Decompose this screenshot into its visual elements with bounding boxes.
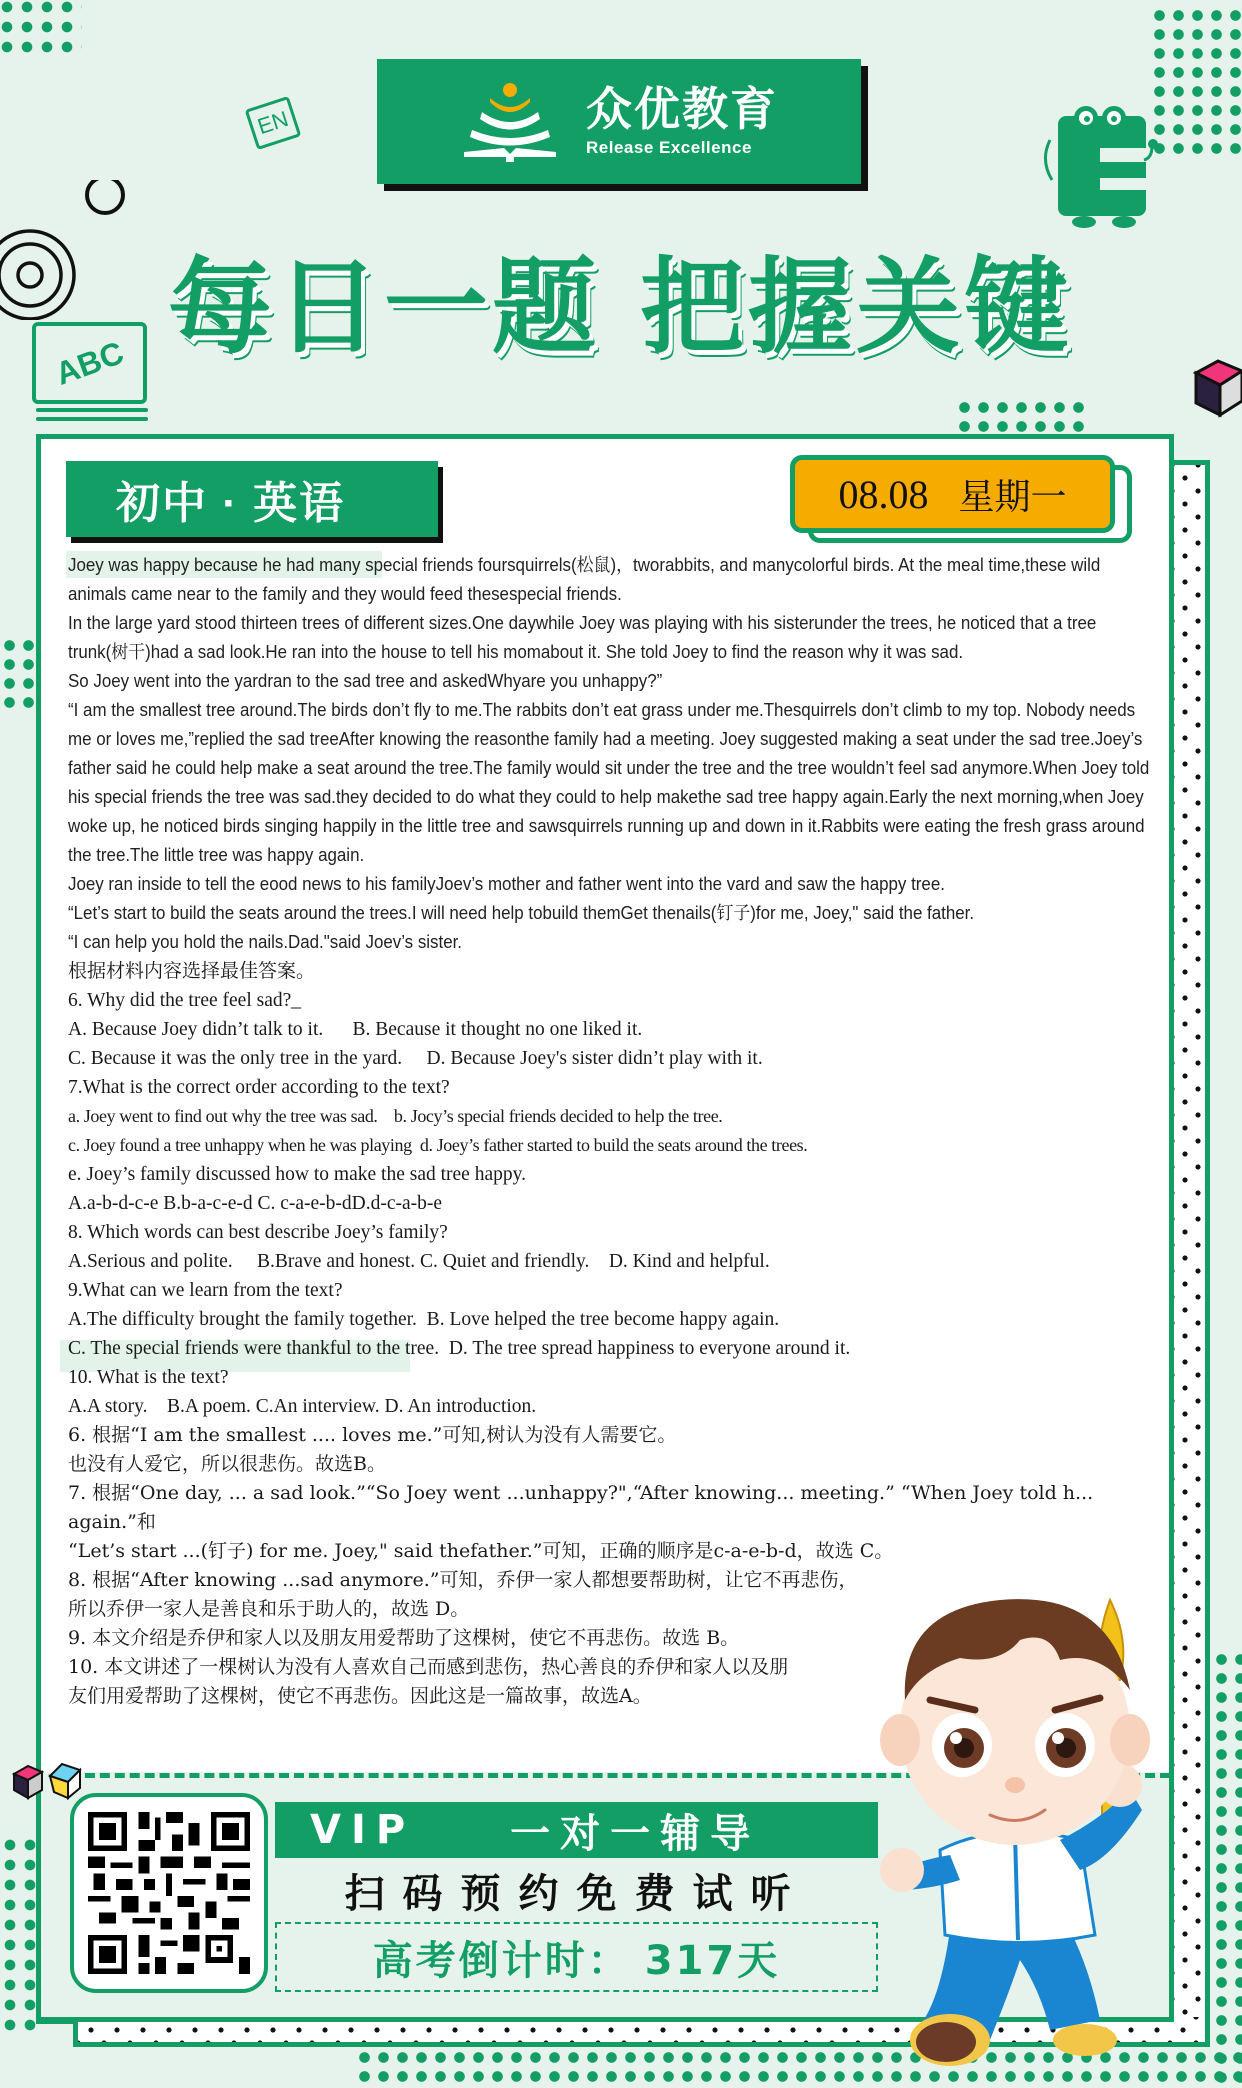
brand-name-cn: 众优教育 bbox=[586, 82, 778, 135]
passage-paragraph: “I can help you hold the nails.Dad."said Joev’s sister. bbox=[68, 932, 463, 952]
question-event: c. Joey found a tree unhappy when he was playing d. Joey’s father started to build the seats around the trees. bbox=[68, 1135, 808, 1155]
vip-tutoring-label: 一对一辅导 bbox=[510, 1810, 761, 1857]
dot-pattern-top-left bbox=[0, 0, 82, 56]
student-mascot-illustration bbox=[880, 1570, 1190, 2080]
date-weekday: 星期一 bbox=[958, 476, 1067, 518]
question-options: A.a-b-d-c-e B.b-a-c-e-d C. c-a-e-b-dD.d-c-a-b-e bbox=[68, 1193, 443, 1214]
abc-label: ABC bbox=[50, 333, 129, 392]
instruction: 根据材料内容选择最佳答案。 bbox=[68, 960, 316, 982]
dot-pattern-left-mid bbox=[0, 636, 34, 712]
dot-pattern-top-right bbox=[1150, 6, 1242, 156]
countdown-label: 高考倒计时： bbox=[372, 1937, 631, 1984]
brand-logo bbox=[377, 59, 861, 184]
subject-badge: 初中 · 英语 bbox=[66, 461, 438, 537]
brand-tree-icon bbox=[460, 82, 560, 162]
question-stem: 6. Why did the tree feel sad?_ bbox=[68, 990, 302, 1011]
en-badge-icon bbox=[245, 96, 302, 150]
passage-paragraph: In the large yard stood thirteen trees of different sizes.One daywhile Joey was playing with his sisterunder the trees, he noticed that a tree trunk(树干)had a sad look.He ran into the house to tell his momabout it. She told Joey to find the reason why it was sad. bbox=[68, 613, 1097, 662]
letter-e-mascot-icon bbox=[1040, 100, 1160, 240]
answer-line: 9. 本文介绍是乔伊和家人以及朋友用爱帮助了这棵树，使它不再悲伤。故选 B。 bbox=[68, 1627, 740, 1649]
qr-code[interactable] bbox=[70, 1793, 268, 1993]
dot-pattern-mid-right bbox=[955, 398, 1085, 434]
dot-pattern-left-bottom bbox=[0, 1835, 36, 2035]
vip-label: VIP bbox=[310, 1807, 416, 1853]
cube-icon bbox=[1190, 355, 1242, 419]
exam-countdown bbox=[275, 1922, 878, 1992]
question-options: A.A story. B.A poem. C.An interview. D. An introduction. bbox=[68, 1396, 537, 1417]
question-options: A.The difficulty brought the family together. B. Love helped the tree become happy again. bbox=[68, 1309, 780, 1330]
answer-line: 也没有人爱它，所以很悲伤。故选B。 bbox=[68, 1453, 386, 1475]
answer-line: 所以乔伊一家人是善良和乐于助人的，故选 D。 bbox=[68, 1598, 470, 1620]
answer-line: “Let’s start ...(钉子) for me. Joey," said thefather.”可知，正确的顺序是c-a-e-b-d，故选 C。 bbox=[68, 1540, 894, 1562]
question-options: C. Because it was the only tree in the yard. D. Because Joey's sister didn’t play with it. bbox=[68, 1048, 763, 1069]
question-content bbox=[68, 551, 1163, 1711]
en-badge-label: EN bbox=[254, 105, 292, 140]
reading-passage bbox=[68, 551, 1163, 957]
dot-pattern-right-bottom bbox=[1212, 1650, 1242, 2088]
passage-paragraph: Joey ran inside to tell the eood news to his familyJoev’s mother and father went into the vard and saw the happy tree. bbox=[68, 874, 945, 894]
question-stem: 10. What is the text? bbox=[68, 1367, 229, 1388]
vip-tutoring-banner[interactable] bbox=[275, 1802, 878, 1858]
answer-line: 友们用爱帮助了这棵树，使它不再悲伤。因此这是一篇故事，故选A。 bbox=[68, 1685, 652, 1707]
answer-line: 6. 根据“I am the smallest .... loves me.”可知,树认为没有人需要它。 bbox=[68, 1424, 677, 1446]
question-10 bbox=[68, 1363, 1163, 1421]
answer-line: 8. 根据“After knowing ...sad anymore.”可知，乔伊一家人都想要帮助树，让它不再悲伤， bbox=[68, 1569, 858, 1591]
qr-code-icon bbox=[88, 1811, 250, 1975]
abc-book-icon bbox=[32, 322, 150, 426]
question-stem: 8. Which words can best describe Joey’s family? bbox=[68, 1222, 448, 1243]
question-stem: 7.What is the correct order according to the text? bbox=[68, 1077, 450, 1098]
page-headline: 每日一题 把握关键 bbox=[167, 246, 1073, 368]
countdown-value: 317天 bbox=[644, 1937, 781, 1984]
concentric-circles-icon bbox=[0, 180, 130, 320]
date-badge bbox=[790, 455, 1115, 533]
passage-paragraph: “Let’s start to build the seats around the trees.I will need help tobuild themGet thenails(钉子)for me, Joey," said the father. bbox=[68, 903, 975, 923]
small-cubes-icon bbox=[10, 1762, 85, 1802]
question-stem: 9.What can we learn from the text? bbox=[68, 1280, 343, 1301]
brand-name-en: Release Excellence bbox=[586, 137, 752, 157]
passage-paragraph: So Joey went into the yardran to the sad tree and askedWhyare you unhappy?” bbox=[68, 671, 663, 691]
question-options: C. The special friends were thankful to the tree. D. The tree spread happiness to everyone around it. bbox=[68, 1338, 851, 1359]
question-event: e. Joey’s family discussed how to make the sad tree happy. bbox=[68, 1164, 526, 1185]
passage-paragraph: Joey was happy because he had many special friends foursquirrels(松鼠)，tworabbits, and manycolorful birds. At the meal time,these wild animals came near to the family and they would feed thesespecial friends. bbox=[68, 555, 1101, 604]
passage-paragraph: “I am the smallest tree around.The birds don’t fly to me.The rabbits don’t eat grass under me.Thesquirrels don’t climb to my top. Nobody needs me or loves me,”replied the sad treeAfter knowing the reasonthe family had a meeting. Joey suggested making a seat under the sad tree.Joey’s father said he could help make a seat around the tree.The family would sit under the tree and the tree wouldn’t feel sad anymore.When Joey told his special friends the tree was sad.they decided to do what they could to help makethe sad tree happy again.Early the next morning,when Joey woke up, he noticed birds singing happily in the little tree and sawsquirrels running up and down in it.Rabbits were eating the fresh grass around the tree.The little tree was happy again. bbox=[68, 700, 1150, 865]
scan-to-book-text: 扫码预约免费试听 bbox=[344, 1870, 809, 1917]
question-options: A. Because Joey didn’t talk to it. B. Because it thought no one liked it. bbox=[68, 1019, 643, 1040]
question-9 bbox=[68, 1276, 1163, 1363]
question-8 bbox=[68, 1218, 1163, 1276]
question-7 bbox=[68, 1073, 1163, 1218]
question-options: A.Serious and polite. B.Brave and honest. C. Quiet and friendly. D. Kind and helpful. bbox=[68, 1251, 770, 1272]
answer-line: 7. 根据“One day, ... a sad look.”“So Joey went ...unhappy?",“After knowing... meeting.” “When Joey told h... again.”和 bbox=[68, 1482, 1094, 1533]
question-event: a. Joey went to find out why the tree was sad. b. Jocy’s special friends decided to help the tree. bbox=[68, 1106, 723, 1126]
answer-line: 10. 本文讲述了一棵树认为没有人喜欢自己而感到悲伤，热心善良的乔伊和家人以及朋 bbox=[68, 1656, 789, 1678]
question-6 bbox=[68, 986, 1163, 1073]
date-day: 08.08 bbox=[838, 471, 929, 517]
